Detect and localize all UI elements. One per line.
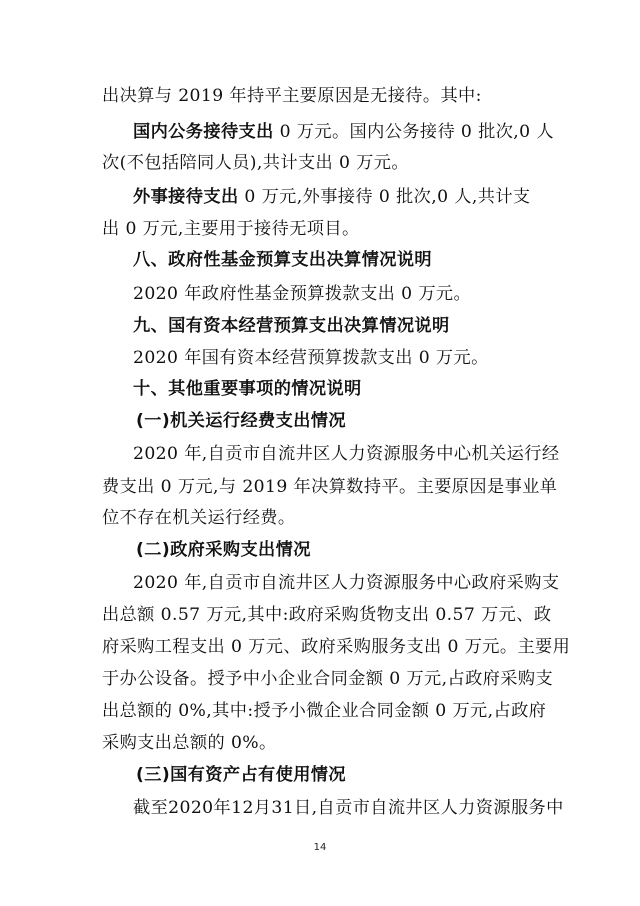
- paragraph-line: 2020 年政府性基金预算拨款支出 0 万元。: [133, 284, 472, 304]
- section-heading: 九、国有资本经营预算支出决算情况说明: [133, 316, 450, 336]
- paragraph-line: 府采购工程支出 0 万元、政府采购服务支出 0 万元。主要用: [102, 637, 571, 657]
- paragraph-line: 费支出 0 万元,与 2019 年决算数持平。主要原因是事业单: [102, 477, 558, 497]
- paragraph-line: 2020 年,自贡市自流井区人力资源服务中心政府采购支: [133, 573, 560, 593]
- paragraph-line: 截至2020年12月31日,自贡市自流井区人力资源服务中: [133, 798, 564, 818]
- paragraph-line: 出 0 万元,主要用于接待无项目。: [102, 219, 360, 239]
- paragraph-line: 外事接待支出 0 万元,外事接待 0 批次,0 人,共计支: [133, 187, 531, 207]
- paragraph-line: 采购支出总额的 0%。: [102, 733, 277, 753]
- section-heading: 十、其他重要事项的情况说明: [133, 379, 362, 399]
- paragraph-line: 2020 年,自贡市自流井区人力资源服务中心机关运行经: [133, 444, 560, 464]
- paragraph-line: 次(不包括陪同人员),共计支出 0 万元。: [102, 153, 409, 173]
- inline-bold-term: 外事接待支出: [133, 187, 239, 207]
- section-heading: 八、政府性基金预算支出决算情况说明: [133, 250, 432, 270]
- subsection-heading: (三)国有资产占有使用情况: [136, 765, 346, 785]
- paragraph-line: 国内公务接待支出 0 万元。国内公务接待 0 批次,0 人: [133, 122, 554, 142]
- paragraph-line: 出决算与 2019 年持平主要原因是无接待。其中:: [102, 86, 482, 106]
- subsection-heading: (一)机关运行经费支出情况: [136, 411, 346, 431]
- paragraph-line: 2020 年国有资本经营预算拨款支出 0 万元。: [133, 348, 489, 368]
- paragraph-line: 出总额的 0%,其中:授予小微企业合同金额 0 万元,占政府: [102, 701, 547, 721]
- page-number: 14: [313, 842, 327, 853]
- subsection-heading: (二)政府采购支出情况: [136, 540, 311, 560]
- paragraph-line: 出总额 0.57 万元,其中:政府采购货物支出 0.57 万元、政: [102, 605, 552, 625]
- paragraph-line: 于办公设备。授予中小企业合同金额 0 万元,占政府采购支: [102, 669, 554, 689]
- inline-bold-term: 国内公务接待支出: [133, 122, 274, 142]
- paragraph-line: 位不存在机关运行经费。: [102, 508, 296, 528]
